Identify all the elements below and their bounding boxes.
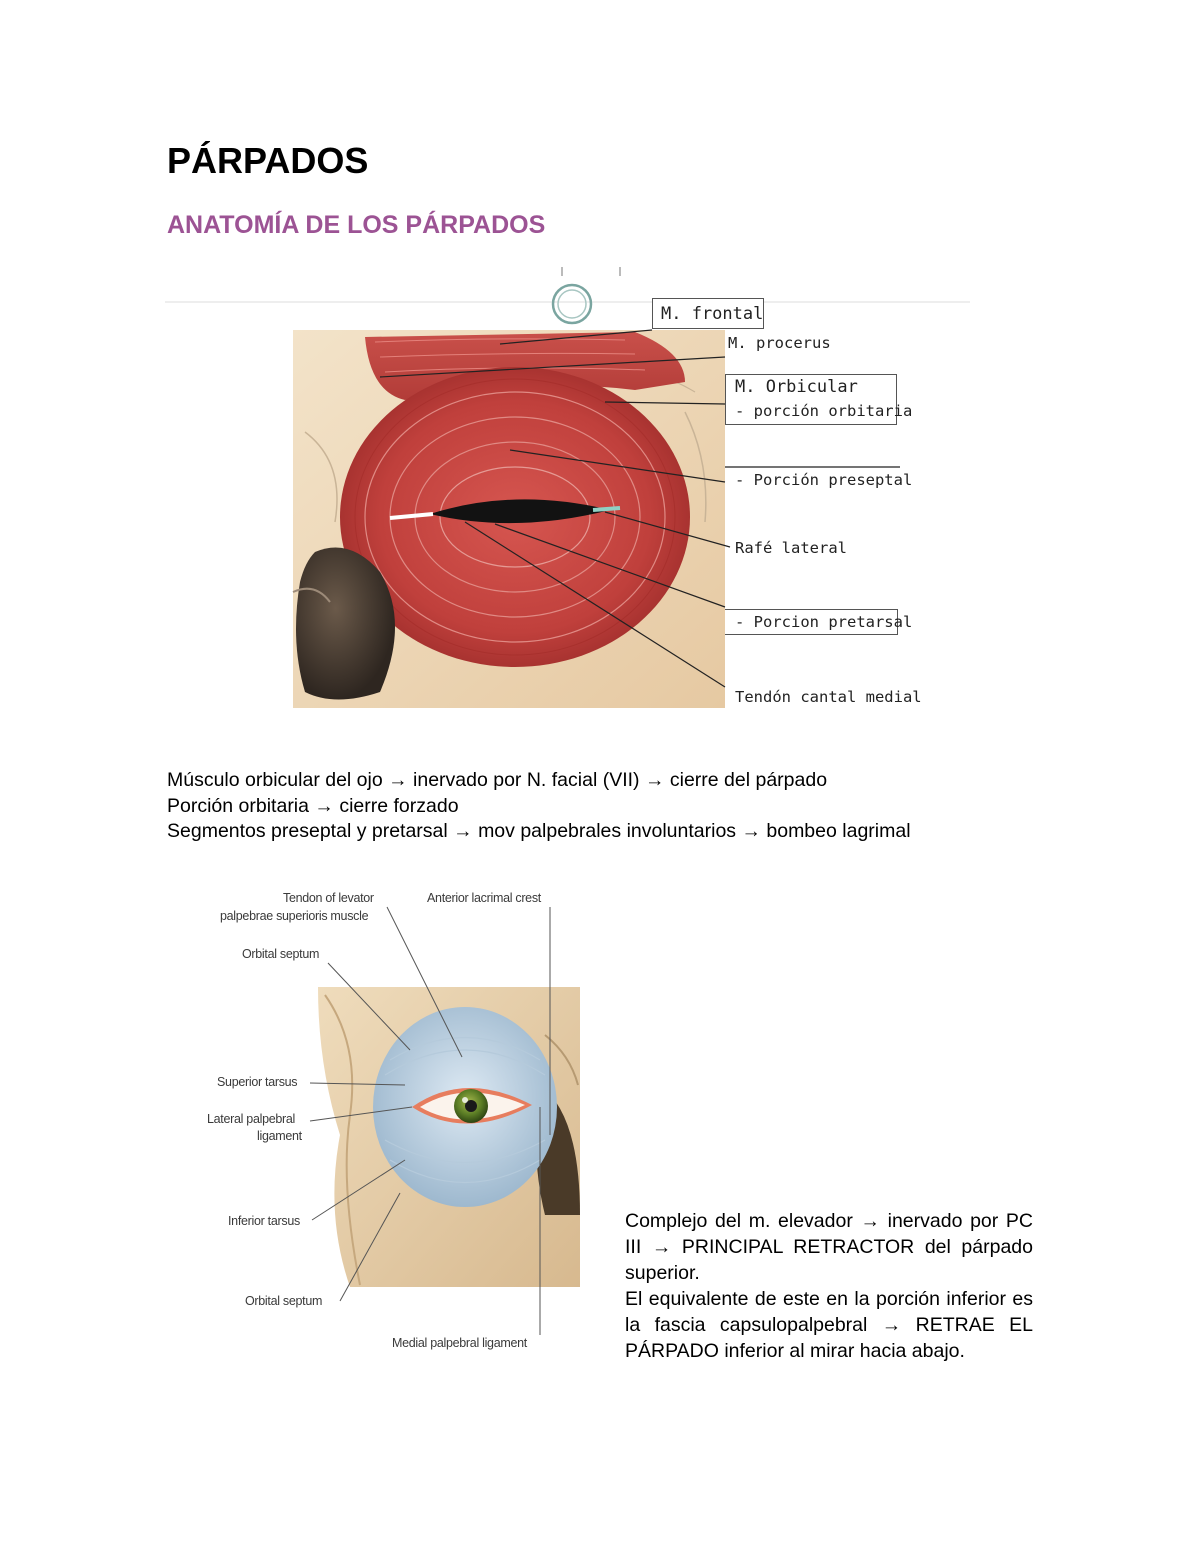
section-heading: ANATOMÍA DE LOS PÁRPADOS [167,211,546,239]
pretarsal-label: - Porcion pretarsal [735,613,913,631]
orbital-septum-bottom-label: Orbital septum [245,1294,323,1308]
superior-tarsus-label: Superior tarsus [217,1075,298,1089]
preseptal-label: - Porción preseptal [735,471,913,489]
orbicularis-illustration [165,262,975,717]
tarsal-anatomy-figure [200,885,585,1360]
orbicularis-notes [167,768,911,845]
capsulopalpebral-note: El equivalente de este en la porción inferior es la fascia capsulopalpebral → RETRAE EL PÁRPADO inferior al mirar hacia abajo. [625,1288,1033,1362]
medial-ligament-label: Medial palpebral ligament [392,1336,527,1350]
tendon-label: Tendón cantal medial [735,688,922,706]
anterior-crest-label: Anterior lacrimal crest [427,891,541,905]
orbicular-label: M. Orbicular [735,377,858,397]
tendon-levator-label-line2: palpebrae superioris muscle [220,909,369,923]
orbital-septum-top-label: Orbital septum [242,947,320,961]
levator-notes [625,1208,1033,1364]
frontal-label: M. frontal [661,304,764,324]
lateral-ligament-label-line2: ligament [257,1129,302,1143]
orbitaria-label: - porción orbitaria [735,402,913,420]
inferior-tarsus-label: Inferior tarsus [228,1214,300,1228]
note-line: Segmentos preseptal y pretarsal → mov palpebrales involuntarios → bombeo lagrimal [167,820,911,842]
lateral-ligament-label-line1: Lateral palpebral [207,1112,296,1126]
levator-note: Complejo del m. elevador → inervado por PC III → PRINCIPAL RETRACTOR del párpado superior. [625,1210,1033,1284]
tendon-levator-label-line1: Tendon of levator [283,891,374,905]
note-line: Porción orbitaria → cierre forzado [167,794,459,817]
note-line: Músculo orbicular del ojo → inervado por N. facial (VII) → cierre del párpado [167,769,828,791]
page-title: PÁRPADOS [167,140,369,181]
rafe-lateral-label: Rafé lateral [735,539,847,557]
orbicularis-anatomy-figure [165,262,975,717]
procerus-label: M. procerus [728,334,831,352]
